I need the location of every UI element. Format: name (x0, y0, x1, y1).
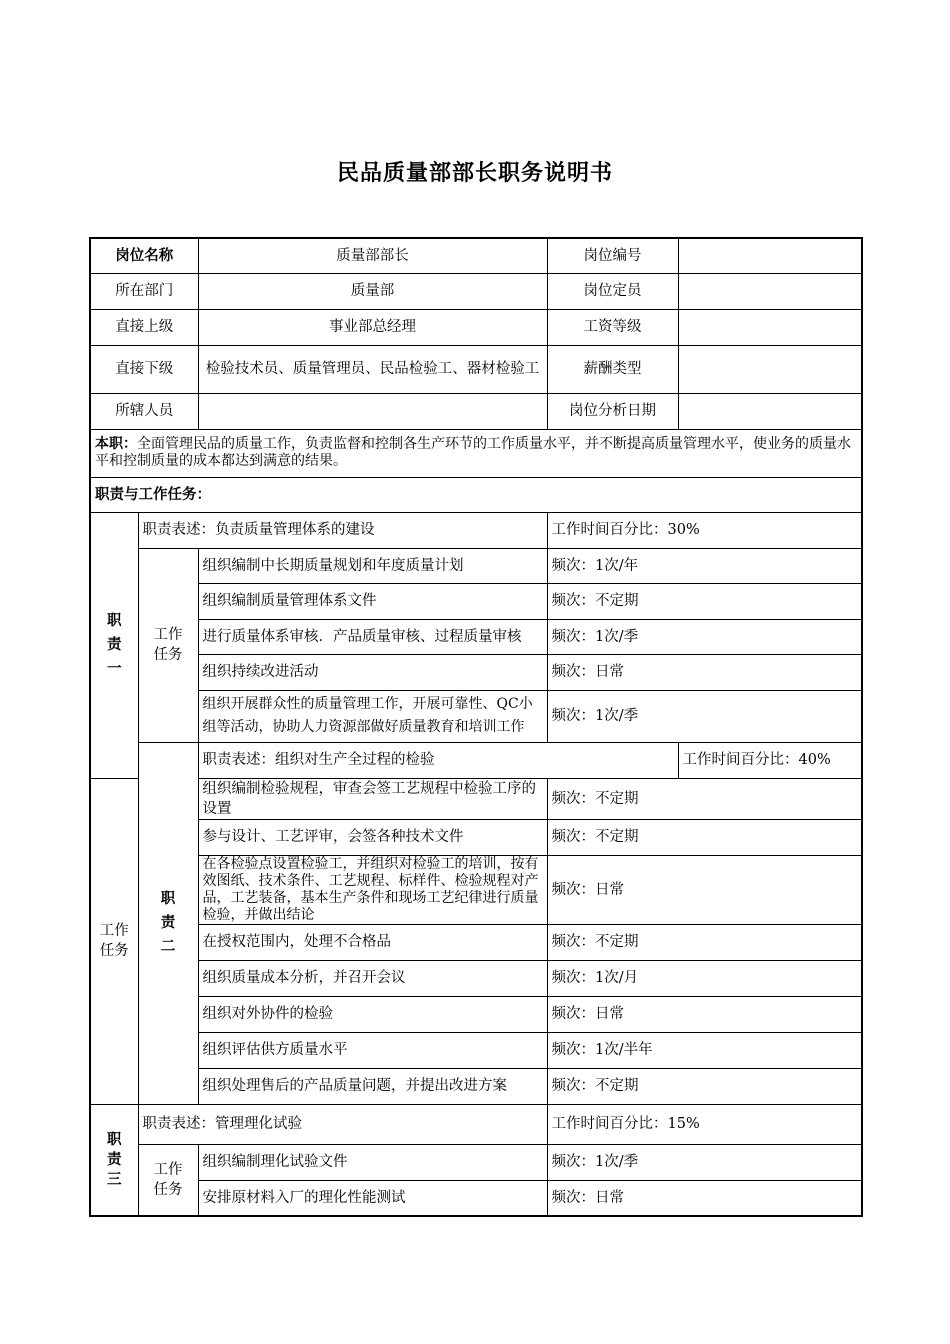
task-text: 进行质量体系审核．产品质量审核、过程质量审核 (198, 619, 547, 654)
task-text: 参与设计、工艺评审，会签各种技术文件 (198, 819, 547, 855)
task-text: 组织持续改进活动 (198, 654, 547, 690)
field-value (678, 345, 862, 393)
job-description-table (89, 237, 863, 1217)
field-label: 直接下级 (90, 345, 198, 393)
task-frequency: 频次：不定期 (547, 924, 862, 960)
task-label: 工作 任务 (138, 548, 198, 742)
task-frequency: 频次：日常 (547, 855, 862, 924)
task-label: 工作 任务 (90, 778, 138, 1104)
field-value (678, 273, 862, 309)
duty-time-percent: 工作时间百分比：30% (547, 512, 862, 548)
duty-3-label: 职 责 三 (90, 1104, 138, 1216)
duty-time-percent: 工作时间百分比：40% (678, 742, 862, 778)
task-frequency: 频次：1次/季 (547, 690, 862, 742)
duty-description: 职责表述：负责质量管理体系的建设 (138, 512, 547, 548)
field-value: 质量部 (198, 273, 547, 309)
task-text: 组织开展群众性的质量管理工作，开展可靠性、QC小组等活动，协助人力资源部做好质量教育和培训工作 (198, 690, 547, 742)
task-text: 组织处理售后的产品质量问题，并提出改进方案 (198, 1068, 547, 1104)
duty-time-percent: 工作时间百分比：15% (547, 1104, 862, 1144)
task-text: 组织编制质量管理体系文件 (198, 583, 547, 619)
task-frequency: 频次：1次/半年 (547, 1032, 862, 1068)
task-frequency: 频次：不定期 (547, 1068, 862, 1104)
field-value (678, 309, 862, 345)
field-label: 岗位定员 (547, 273, 678, 309)
field-value (678, 393, 862, 429)
task-frequency: 频次：1次/季 (547, 1144, 862, 1180)
task-text: 组织编制理化试验文件 (198, 1144, 547, 1180)
summary-text: 全面管理民品的质量工作，负责监督和控制各生产环节的工作质量水平，并不断提高质量管理水平，使业务的质量水平和控制质量的成本都达到满意的结果。 (95, 436, 851, 469)
duty-2-label: 职 责 二 (138, 742, 198, 1104)
task-frequency: 频次：不定期 (547, 819, 862, 855)
task-frequency: 频次：1次/季 (547, 619, 862, 654)
field-label: 工资等级 (547, 309, 678, 345)
field-label: 岗位分析日期 (547, 393, 678, 429)
duty-1-label: 职 责 一 (90, 512, 138, 778)
page-title: 民品质量部部长职务说明书 (336, 161, 613, 186)
duties-heading: 职责与工作任务： (90, 477, 862, 512)
summary-label: 本职： (95, 436, 137, 452)
task-text: 组织编制检验规程，审查会签工艺规程中检验工序的设置 (198, 778, 547, 819)
field-label: 薪酬类型 (547, 345, 678, 393)
task-frequency: 频次：日常 (547, 654, 862, 690)
field-label: 所辖人员 (90, 393, 198, 429)
task-label: 工作 任务 (138, 1144, 198, 1216)
field-value (198, 393, 547, 429)
task-text: 组织质量成本分析，并召开会议 (198, 960, 547, 996)
field-value: 检验技术员、质量管理员、民品检验工、器材检验工 (198, 345, 547, 393)
job-summary (90, 429, 862, 477)
task-frequency: 频次：不定期 (547, 583, 862, 619)
task-frequency: 频次：不定期 (547, 778, 862, 819)
task-text: 组织评估供方质量水平 (198, 1032, 547, 1068)
task-text: 安排原材料入厂的理化性能测试 (198, 1180, 547, 1216)
task-text: 在各检验点设置检验工，并组织对检验工的培训，按有效图纸、技术条件、工艺规程、标样件、检验规程对产品，工艺装备，基本生产条件和现场工艺纪律进行质量检验，并做出结论 (198, 855, 547, 924)
task-frequency: 频次：日常 (547, 996, 862, 1032)
field-label: 所在部门 (90, 273, 198, 309)
task-text: 组织对外协件的检验 (198, 996, 547, 1032)
field-value: 事业部总经理 (198, 309, 547, 345)
field-label: 直接上级 (90, 309, 198, 345)
duty-description: 职责表述：组织对生产全过程的检验 (198, 742, 678, 778)
task-frequency: 频次：日常 (547, 1180, 862, 1216)
task-frequency: 频次：1次/月 (547, 960, 862, 996)
field-value: 质量部部长 (198, 238, 547, 273)
task-text: 在授权范围内，处理不合格品 (198, 924, 547, 960)
task-frequency: 频次：1次/年 (547, 548, 862, 583)
field-label: 岗位名称 (90, 238, 198, 273)
task-text: 组织编制中长期质量规划和年度质量计划 (198, 548, 547, 583)
duty-description: 职责表述：管理理化试验 (138, 1104, 547, 1144)
field-value (678, 238, 862, 273)
field-label: 岗位编号 (547, 238, 678, 273)
